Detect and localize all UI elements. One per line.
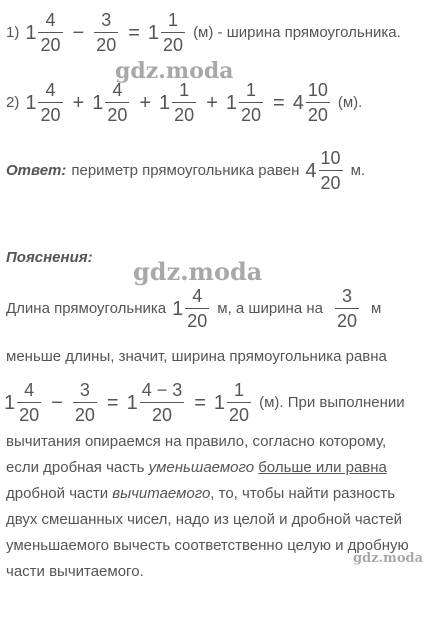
eq2-term-1-numerator: 4 [45,80,56,100]
answer-label: Ответ: [6,161,67,179]
plus-sign: + [139,91,152,114]
explain-calculation [4,380,405,425]
explain-p3-text-a: дробной части [6,485,109,502]
eq1-numerator-2: 3 [101,10,112,30]
eq2-result-whole: 4 [292,91,304,114]
eq2-term-2-numerator: 4 [112,80,123,100]
eq2-result-denominator: 20 [307,105,328,125]
eq2-term-4-fraction [239,80,263,125]
explanations-heading: Пояснения: [6,249,93,266]
calc-denominator-4: 20 [229,405,250,425]
eq2-term-3-numerator: 1 [179,80,190,100]
eq1-label: 1) [6,23,20,41]
explain-p2-minuend: уменьшаемого [148,459,255,476]
eq2-term-3-denominator: 20 [174,105,195,125]
eq1-whole-1: 1 [25,21,37,44]
eq2-term-4-denominator: 20 [241,105,262,125]
equation-2 [6,80,362,125]
watermark-1: gdz.moda [115,58,234,84]
eq2-term-2-denominator: 20 [107,105,128,125]
explain-length-numerator: 4 [192,286,203,306]
calc-fraction-3 [140,380,185,425]
calc-whole-3: 1 [126,391,138,414]
watermark-3: gdz.moda [353,551,424,566]
answer-fraction [319,148,343,193]
eq2-term-1-fraction [38,80,62,125]
eq2-text: (м). [337,93,363,111]
eq1-fraction-3 [161,10,185,55]
calc-numerator-2: 3 [79,380,90,400]
calc-denominator-1: 20 [19,405,40,425]
eq2-term-2-whole: 1 [92,91,104,114]
plus-sign: + [72,91,85,114]
eq2-term-2-fraction [105,80,129,125]
calc-whole-4: 1 [213,391,226,414]
explain-line-1-text-a: Длина прямоугольника [6,299,167,317]
calc-numerator-1: 4 [24,380,35,400]
eq1-fraction-1 [38,10,62,55]
explain-length-denominator: 20 [187,311,208,331]
eq1-fraction-2 [94,10,118,55]
calc-whole-1: 1 [4,391,16,414]
explain-p3-text-c: , то, чтобы найти разность [210,485,396,502]
explain-diff-denominator: 20 [336,311,358,331]
eq2-term-4-whole: 1 [225,91,237,114]
explain-diff-fraction [335,286,359,331]
answer-whole: 4 [305,159,317,182]
explain-length-whole: 1 [172,297,184,320]
eq2-result-numerator: 10 [307,80,328,100]
answer-line [6,148,365,193]
calc-numerator-4: 1 [234,380,245,400]
calc-fraction-2 [73,380,97,425]
explain-paragraph-2 [6,458,387,478]
eq2-term-4-numerator: 1 [246,80,257,100]
equation-1 [6,10,401,55]
answer-text: периметр прямоугольника равен [71,161,300,179]
minus-sign: − [51,391,63,414]
calc-numerator-3: 4 − 3 [141,380,183,400]
explain-line-1-text-b: м, а ширина на [217,299,323,317]
answer-denominator: 20 [320,173,341,193]
explain-line-1-text-c: м [371,299,382,317]
eq1-whole-3: 1 [147,21,160,44]
explain-length-fraction [185,286,209,331]
eq2-term-1-denominator: 20 [40,105,61,125]
equals-sign: = [194,391,206,414]
calc-fraction-4 [227,380,251,425]
answer-numerator: 10 [320,148,341,168]
eq2-result-fraction [306,80,330,125]
explain-diff-numerator: 3 [341,286,352,306]
eq1-denominator-3: 20 [163,35,184,55]
plus-sign: + [206,91,218,114]
calc-fraction-1 [17,380,41,425]
equals-sign: = [128,21,140,44]
eq1-numerator-1: 4 [45,10,56,30]
eq2-label: 2) [6,93,20,111]
equals-sign: = [106,391,119,414]
explain-p2-text-a: если дробная часть [6,459,145,476]
explain-line-1 [6,286,381,331]
explain-paragraph-5: уменьшаемого вычесть соответственно целую и дробную [6,537,409,554]
explain-paragraph-4: двух смешанных чисел, надо из целой и дробной частей [6,511,402,528]
explain-paragraph-6: части вычитаемого. [6,563,144,580]
eq2-term-3-fraction [172,80,196,125]
equals-sign: = [273,91,285,114]
explain-paragraph-1: вычитания опираемся на правило, согласно которому, [6,433,387,450]
minus-sign: − [72,21,85,44]
calc-denominator-2: 20 [74,405,95,425]
eq1-denominator-2: 20 [96,35,117,55]
calc-denominator-3: 20 [151,405,172,425]
explain-line-2: меньше длины, значит, ширина прямоугольника равна [6,348,387,365]
eq1-numerator-3: 1 [168,10,179,30]
calc-text: (м). При выполнении [259,393,405,411]
explain-p3-subtrahend: вычитаемого [112,485,211,502]
eq1-denominator-1: 20 [40,35,61,55]
eq2-term-1-whole: 1 [25,91,37,114]
explain-paragraph-3 [6,484,395,504]
eq2-term-3-whole: 1 [159,91,171,114]
eq1-text: (м) - ширина прямоугольника. [193,23,401,41]
watermark-2: gdz.moda [133,257,263,286]
explain-p2-condition: больше или равна [258,459,387,476]
answer-unit: м. [350,161,366,179]
